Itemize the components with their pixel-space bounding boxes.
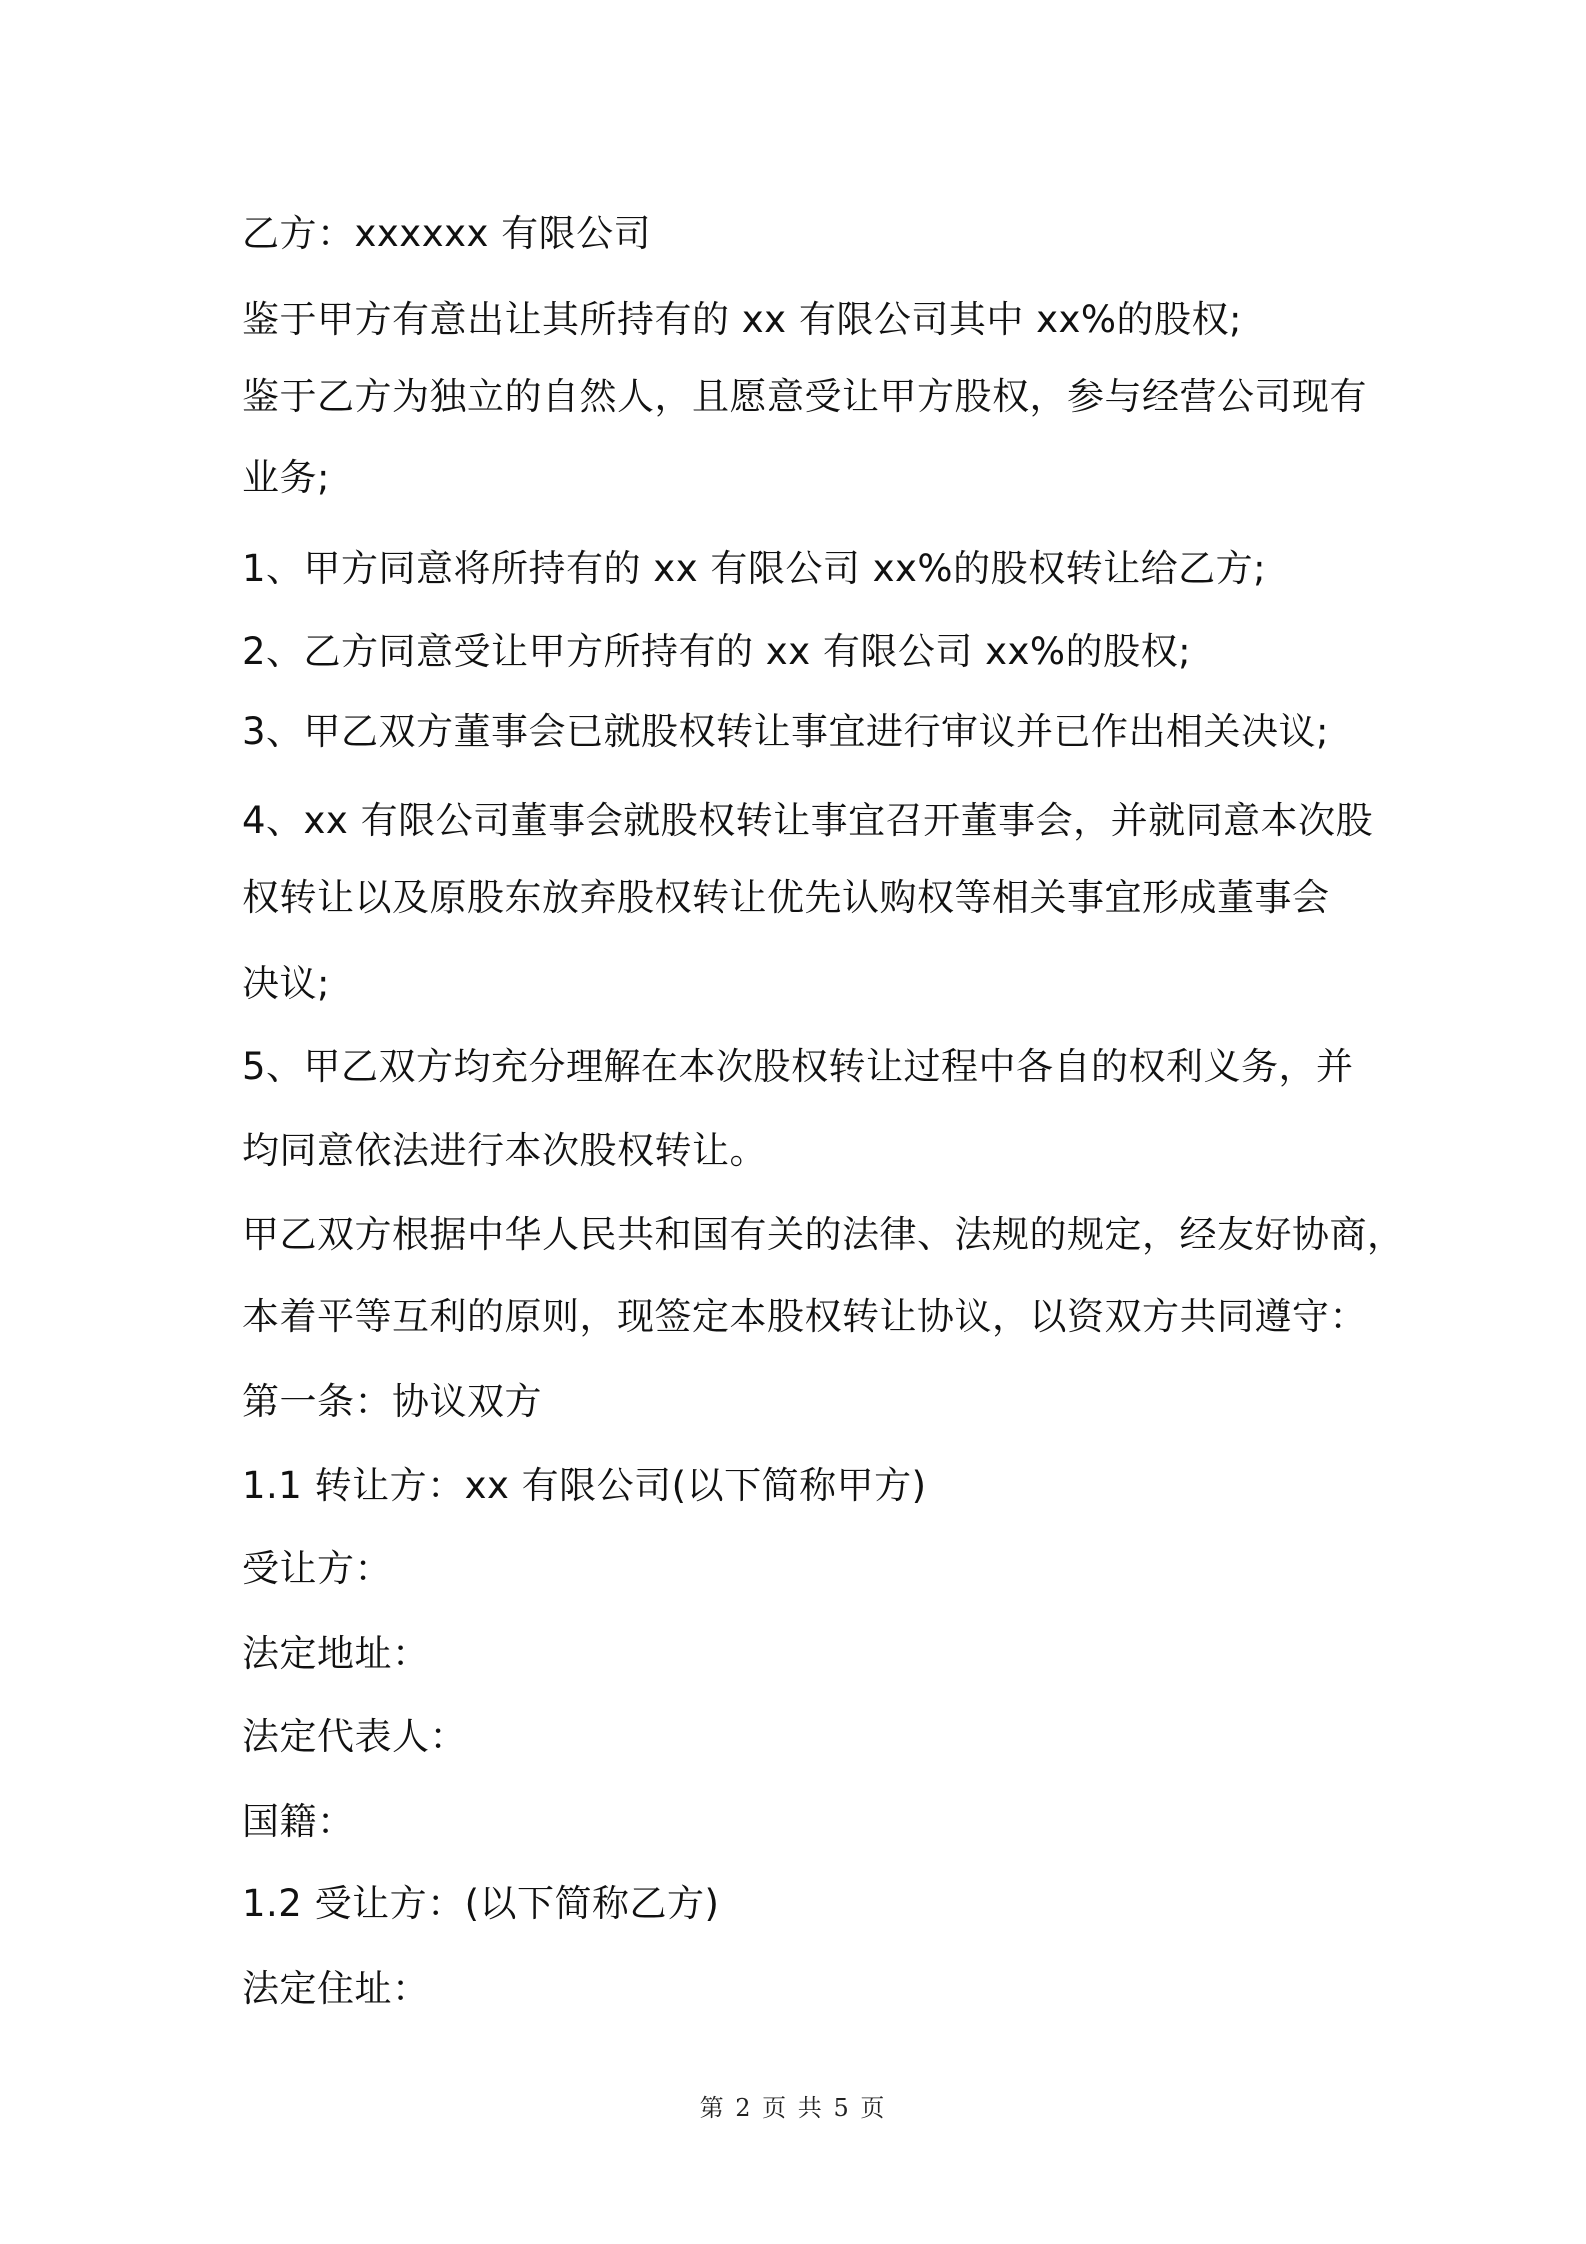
legal-residence-field: 法定住址： bbox=[242, 1967, 430, 2010]
party-b-line: 乙方：xxxxxx 有限公司 bbox=[242, 212, 652, 255]
clause-5: 5、甲乙双方均充分理解在本次股权转让过程中各自的权利义务，并 bbox=[242, 1045, 1354, 1088]
section-1-2: 1.2 受让方：(以下简称乙方) bbox=[242, 1882, 720, 1925]
recital-line-2-cont: 业务; bbox=[242, 456, 330, 499]
section-1-1: 1.1 转让方：xx 有限公司(以下简称甲方) bbox=[242, 1464, 927, 1507]
article-1-heading: 第一条：协议双方 bbox=[242, 1380, 542, 1423]
clause-4-cont-2: 决议; bbox=[242, 962, 330, 1005]
clause-4-cont-1: 权转让以及原股东放弃股权转让优先认购权等相关事宜形成董事会 bbox=[242, 876, 1330, 919]
clause-5-cont: 均同意依法进行本次股权转让。 bbox=[242, 1129, 767, 1172]
clause-4: 4、xx 有限公司董事会就股权转让事宜召开董事会，并就同意本次股 bbox=[242, 799, 1374, 842]
legal-address-field: 法定地址： bbox=[242, 1632, 430, 1675]
recital-line-1: 鉴于甲方有意出让其所持有的 xx 有限公司其中 xx%的股权; bbox=[242, 298, 1242, 341]
transferee-field: 受让方： bbox=[242, 1547, 392, 1590]
preamble-line-2: 本着平等互利的原则，现签定本股权转让协议，以资双方共同遵守： bbox=[242, 1295, 1367, 1338]
clause-2: 2、乙方同意受让甲方所持有的 xx 有限公司 xx%的股权; bbox=[242, 630, 1192, 673]
preamble-line-1: 甲乙双方根据中华人民共和国有关的法律、法规的规定，经友好协商， bbox=[242, 1213, 1405, 1256]
clause-3: 3、甲乙双方董事会已就股权转让事宜进行审议并已作出相关决议; bbox=[242, 710, 1330, 753]
nationality-field: 国籍： bbox=[242, 1800, 355, 1843]
legal-representative-field: 法定代表人： bbox=[242, 1715, 467, 1758]
page-number-footer: 第 2 页 共 5 页 bbox=[699, 2094, 887, 2122]
clause-1: 1、甲方同意将所持有的 xx 有限公司 xx%的股权转让给乙方; bbox=[242, 547, 1267, 590]
recital-line-2: 鉴于乙方为独立的自然人，且愿意受让甲方股权，参与经营公司现有 bbox=[242, 375, 1367, 418]
